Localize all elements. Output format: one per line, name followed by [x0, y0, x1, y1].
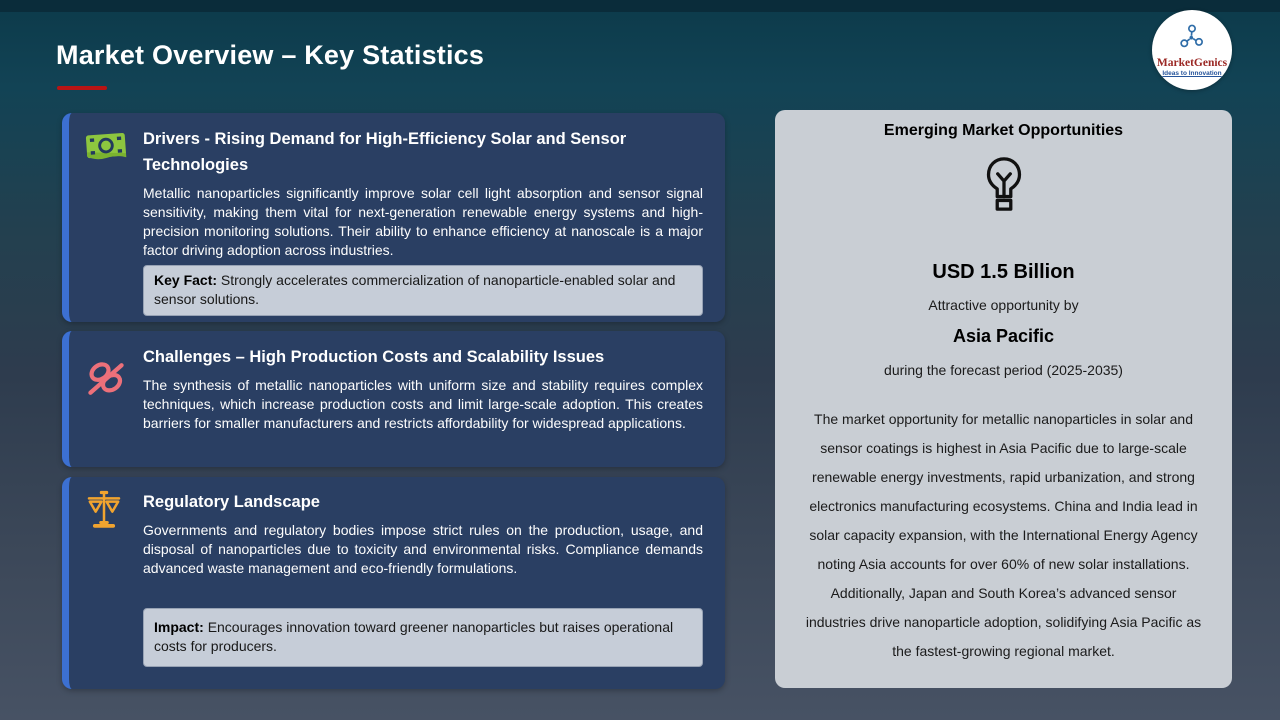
key-fact-text: Strongly accelerates commercialization of nanoparticle-enabled solar and sensor solutions.: [154, 272, 676, 307]
opportunity-subtitle: Attractive opportunity by: [928, 297, 1079, 313]
molecule-icon: [1178, 23, 1206, 56]
key-fact-label: Key Fact:: [154, 272, 218, 288]
drivers-icon-column: [69, 113, 143, 322]
drivers-content: [143, 113, 725, 322]
impact-label: Impact:: [154, 619, 204, 635]
logo-tagline: Ideas to Innovation: [1162, 70, 1222, 77]
regulatory-card: [62, 477, 725, 689]
card-body: Metallic nanoparticles significantly improve solar cell light absorption and sensor signal sensitivity, making them vital for next-generation renewable energy systems and high-precision monitoring solutions. Their ability to enhance efficiency at nanoscale is a major factor driving adoption across industries.: [143, 185, 703, 258]
scales-icon: [84, 519, 124, 536]
broken-link-icon: [84, 388, 128, 405]
opportunity-region: Asia Pacific: [952, 326, 1055, 346]
challenges-icon-column: [69, 331, 143, 467]
key-fact-box: [143, 265, 703, 316]
opportunity-panel-title: Emerging Market Opportunities: [883, 122, 1124, 139]
regulatory-icon-column: [69, 477, 143, 689]
card-title: Regulatory Landscape: [143, 493, 320, 511]
card-body: The synthesis of metallic nanoparticles with uniform size and stability requires complex techniques, which increase production costs and limit large-scale adoption. This creates barriers for smaller manufacturers and restricts affordability for widespread applications.: [143, 377, 703, 431]
impact-box: [143, 608, 703, 667]
opportunity-panel: [775, 110, 1232, 688]
opportunity-period: during the forecast period (2025-2035): [884, 362, 1123, 378]
logo-name: MarketGenics: [1156, 57, 1228, 69]
money-icon: [84, 150, 128, 167]
challenges-content: [143, 331, 725, 467]
top-strip: [0, 0, 1280, 12]
drivers-card: [62, 113, 725, 322]
opportunity-description: The market opportunity for metallic nanoparticles in solar and sensor coatings is highest in Asia Pacific due to large-scale renewable energy investments, rapid urbanization, and strong electronics manufacturing ecosystems. China and India lead in solar capacity expansion, with the International Energy Agency noting Asia accounts for over 60% of new solar installations. Additionally, Japan and South Korea’s advanced sensor industries drive nanoparticle adoption, solidifying Asia Pacific as the fastest-growing regional market.: [805, 411, 1202, 659]
title-underline: [57, 86, 107, 90]
opportunity-value: USD 1.5 Billion: [932, 261, 1075, 283]
page-title: Market Overview – Key Statistics: [56, 40, 485, 70]
card-body: Governments and regulatory bodies impose strict rules on the production, usage, and disposal of nanoparticles due to toxicity and environmental risks. Compliance demands advanced waste management and eco-friendly formulations.: [143, 522, 703, 576]
impact-text: Encourages innovation toward greener nanoparticles but raises operational costs for producers.: [154, 619, 674, 654]
lightbulb-icon: [980, 154, 1028, 219]
regulatory-content: [143, 477, 725, 689]
challenges-card: [62, 331, 725, 467]
card-title: Drivers - Rising Demand for High-Efficiency Solar and Sensor Technologies: [143, 130, 627, 174]
card-title: Challenges – High Production Costs and Scalability Issues: [143, 348, 605, 366]
logo: [1152, 10, 1232, 90]
